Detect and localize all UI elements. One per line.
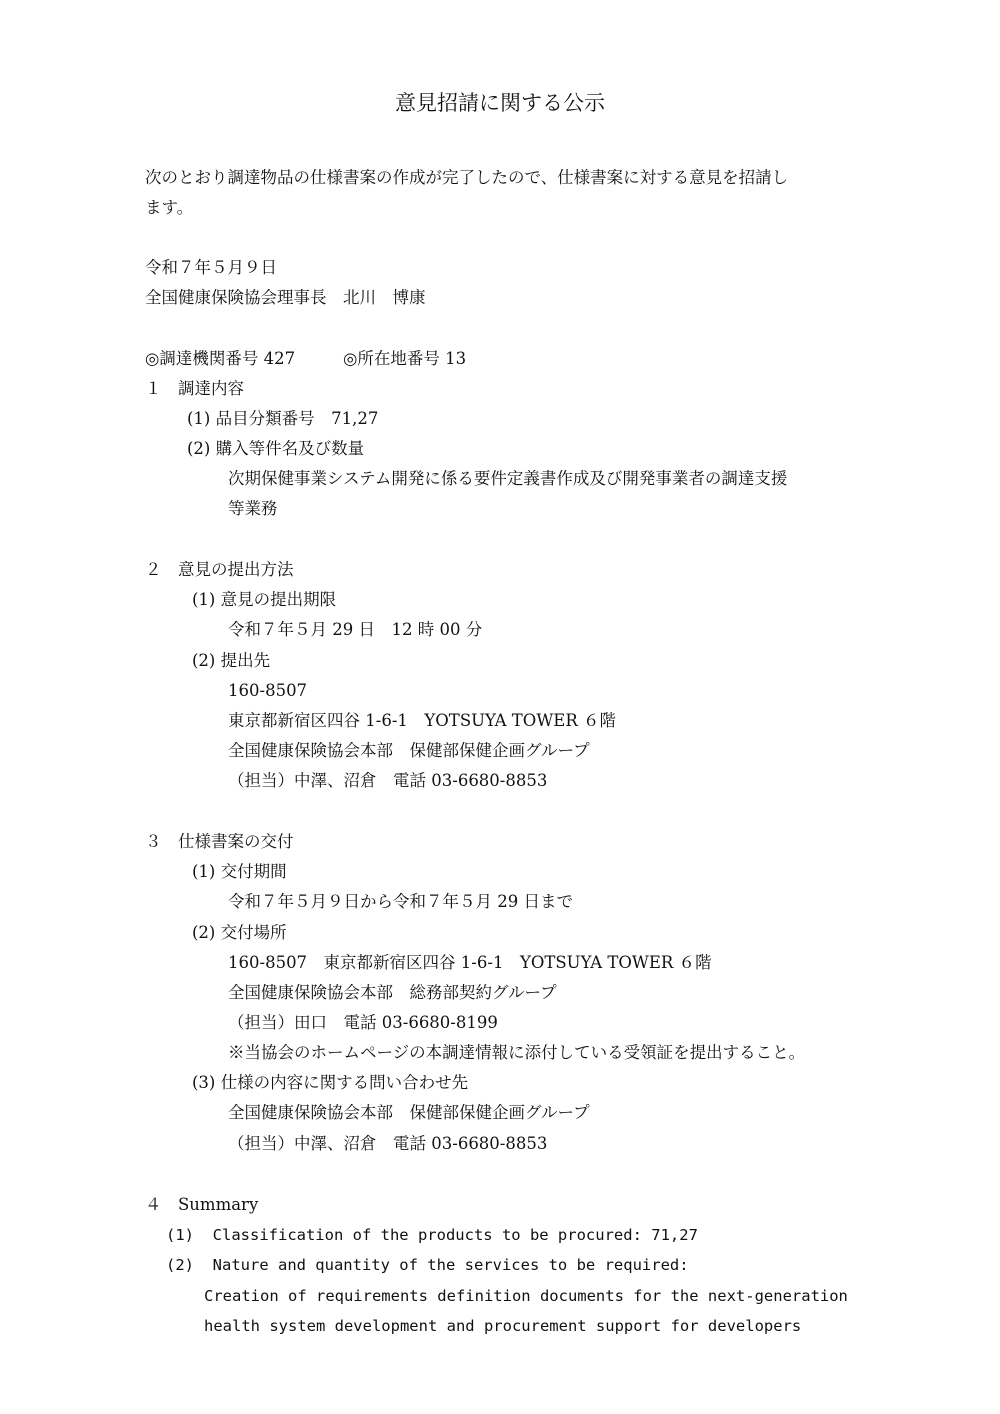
section-1-item-1: (1) 品目分類番号 71,27 (187, 409, 379, 428)
section-3-heading: ３ 仕様書案の交付 (145, 832, 294, 851)
inquiry-office: 全国健康保険協会本部 保健部保健企画グループ (228, 1103, 590, 1122)
section-1-heading: １ 調達内容 (145, 379, 244, 398)
section-4-heading: ４ Summary (145, 1195, 259, 1214)
notice-date: 令和７年５月９日 (145, 258, 277, 277)
issuer-name: 全国健康保険協会理事長 北川 博康 (145, 288, 426, 307)
submission-contact: （担当）中澤、沼倉 電話 03-6680-8853 (228, 771, 548, 790)
intro-line-2: ます。 (145, 198, 194, 217)
summary-item-2: (2) Nature and quantity of the services to be required: (166, 1256, 689, 1274)
summary-item-1: (1) Classification of the products to be procured: 71,27 (166, 1226, 698, 1244)
distribution-place: 160-8507 東京都新宿区四谷 1-6-1 YOTSUYA TOWER ６階 (228, 953, 712, 972)
section-1-item-2-line-2: 等業務 (228, 499, 278, 518)
submission-postal-code: 160-8507 (228, 681, 308, 700)
submission-office: 全国健康保険協会本部 保健部保健企画グループ (228, 741, 590, 760)
intro-line-1: 次のとおり調達物品の仕様書案の作成が完了したので、仕様書案に対する意見を招請し (145, 168, 789, 187)
distribution-note: ※当協会のホームページの本調達情報に添付している受領証を提出すること。 (228, 1043, 806, 1062)
inquiry-contact: （担当）中澤、沼倉 電話 03-6680-8853 (228, 1134, 548, 1153)
submission-deadline: 令和７年５月 29 日 12 時 00 分 (228, 620, 483, 639)
section-1-item-2: (2) 購入等件名及び数量 (187, 439, 365, 458)
distribution-contact: （担当）田口 電話 03-6680-8199 (228, 1013, 498, 1032)
section-2-item-2: (2) 提出先 (192, 651, 271, 670)
page-title: 意見招請に関する公示 (395, 91, 605, 115)
section-2-heading: ２ 意見の提出方法 (145, 560, 294, 579)
distribution-office: 全国健康保険協会本部 総務部契約グループ (228, 983, 557, 1002)
section-1-item-2-line-1: 次期保健事業システム開発に係る要件定義書作成及び開発事業者の調達支援 (228, 469, 788, 488)
section-3-item-2: (2) 交付場所 (192, 923, 287, 942)
summary-item-2-line-1: Creation of requirements definition documents for the next-generation (204, 1287, 848, 1305)
location-code: ◎所在地番号 13 (343, 349, 467, 368)
summary-item-2-line-2: health system development and procurement support for developers (204, 1317, 802, 1335)
submission-address: 東京都新宿区四谷 1-6-1 YOTSUYA TOWER ６階 (228, 711, 616, 730)
section-2-item-1: (1) 意見の提出期限 (192, 590, 337, 609)
distribution-period: 令和７年５月９日から令和７年５月 29 日まで (228, 892, 573, 911)
section-3-item-1: (1) 交付期間 (192, 862, 287, 881)
agency-code: ◎調達機関番号 427 (145, 349, 296, 368)
section-3-item-3: (3) 仕様の内容に関する問い合わせ先 (192, 1073, 469, 1092)
